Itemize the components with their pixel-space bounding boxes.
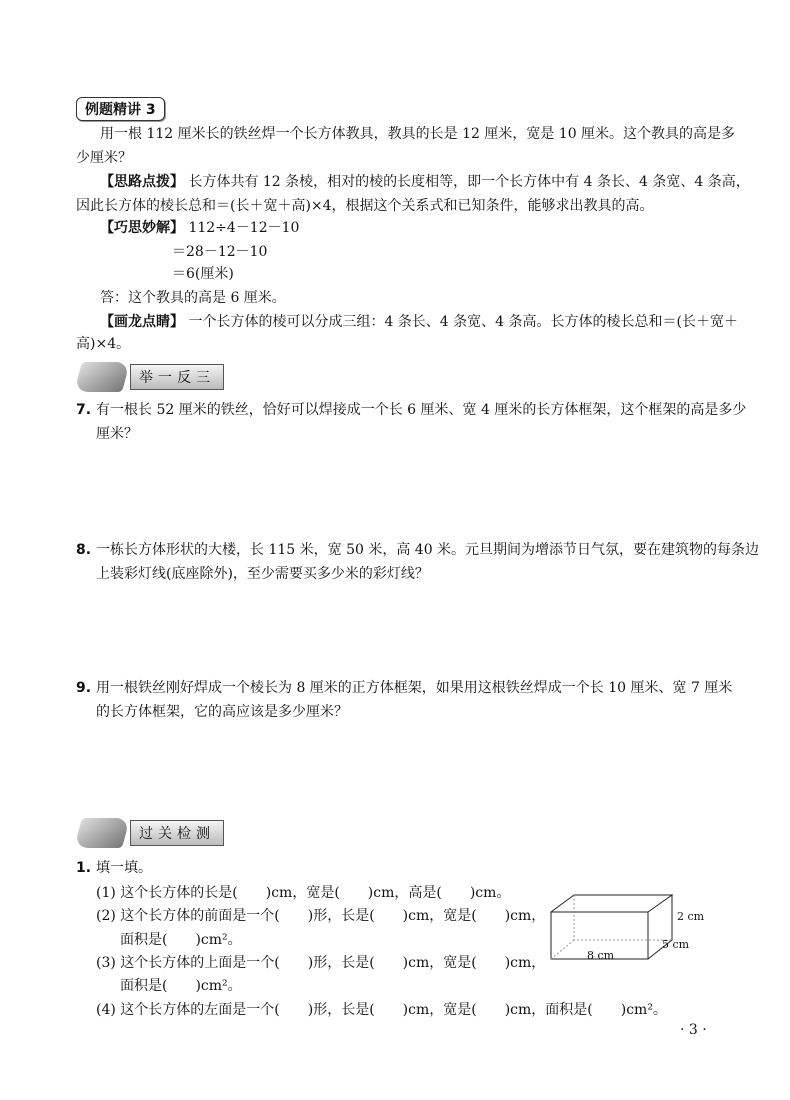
length-label: 8 cm: [587, 949, 615, 962]
fill-item: 面积是( )cm²。: [120, 932, 242, 948]
problem-line: 用一根 112 厘米长的铁丝焊一个长方体教具，教具的长是 12 厘米，宽是 10 厘米。这个教具的高是多: [100, 126, 736, 142]
practice-header-label: 举一反三: [130, 364, 224, 390]
q8-text: 一栋长方体形状的大楼，长 115 米，宽 50 米，高 40 米。元旦期间为增添节日气氛，要在建筑物的每条边: [96, 542, 760, 558]
q1-title: 填一填。: [96, 860, 152, 876]
q9-number: 9.: [76, 680, 92, 696]
q1-number: 1.: [76, 860, 92, 876]
fill-item: (1) 这个长方体的长是( )cm，宽是( )cm，高是( )cm。: [96, 885, 511, 901]
q7-text: 有一根长 52 厘米的铁丝，恰好可以焊接成一个长 6 厘米、宽 4 厘米的长方体框架，这个框架的高是多少: [96, 402, 747, 418]
pencil-chart-icon: [74, 818, 130, 848]
solution-step: 112÷4－12－10: [188, 220, 300, 236]
summary-text: 高)×4。: [76, 336, 131, 352]
fill-item: 面积是( )cm²。: [120, 978, 242, 994]
q8-number: 8.: [76, 542, 92, 558]
fill-item: (4) 这个长方体的左面是一个( )形，长是( )cm，宽是( )cm，面积是( )cm²。: [96, 1002, 667, 1018]
cuboid-figure: [545, 890, 695, 970]
q7-text: 厘米？: [96, 426, 138, 442]
problem-line: 少厘米？: [76, 150, 132, 166]
q9-text: 的长方体框架，它的高应该是多少厘米？: [96, 704, 348, 720]
q7-number: 7.: [76, 402, 92, 418]
page-number: · 3 ·: [680, 1022, 707, 1038]
width-label: 5 cm: [662, 938, 690, 951]
test-header-label: 过关检测: [130, 820, 224, 846]
test-header: [78, 818, 224, 848]
magnifier-book-icon: [74, 362, 130, 392]
fill-item: (3) 这个长方体的上面是一个( )形，长是( )cm，宽是( )cm，: [96, 955, 546, 971]
solution-step: ＝28－12－10: [172, 244, 268, 260]
solution-step: ＝6(厘米): [172, 266, 234, 282]
fill-item: (2) 这个长方体的前面是一个( )形，长是( )cm，宽是( )cm，: [96, 908, 546, 924]
height-label: 2 cm: [677, 910, 705, 923]
summary-text: 一个长方体的棱可以分成三组：4 条长、4 条宽、4 条高。长方体的棱长总和＝(长＋宽＋: [188, 314, 738, 330]
answer: 答：这个教具的高是 6 厘米。: [100, 290, 286, 306]
hint-text: 长方体共有 12 条棱，相对的棱的长度相等，即一个长方体中有 4 条长、4 条宽、4 条高，: [188, 174, 750, 190]
solution-label: 【巧思妙解】: [100, 220, 184, 236]
hint-label: 【思路点拨】: [100, 174, 184, 190]
q9-text: 用一根铁丝刚好焊成一个棱长为 8 厘米的正方体框架，如果用这根铁丝焊成一个长 10 厘米、宽 7 厘米: [96, 680, 733, 696]
summary-label: 【画龙点睛】: [100, 314, 184, 330]
example-header: 例题精讲 3: [76, 97, 165, 121]
hint-text: 因此长方体的棱长总和＝(长＋宽＋高)×4，根据这个关系式和已知条件，能够求出教具的高。: [76, 198, 654, 214]
practice-header: [78, 362, 224, 392]
q8-text: 上装彩灯线(底座除外)，至少需要买多少米的彩灯线？: [96, 566, 429, 582]
